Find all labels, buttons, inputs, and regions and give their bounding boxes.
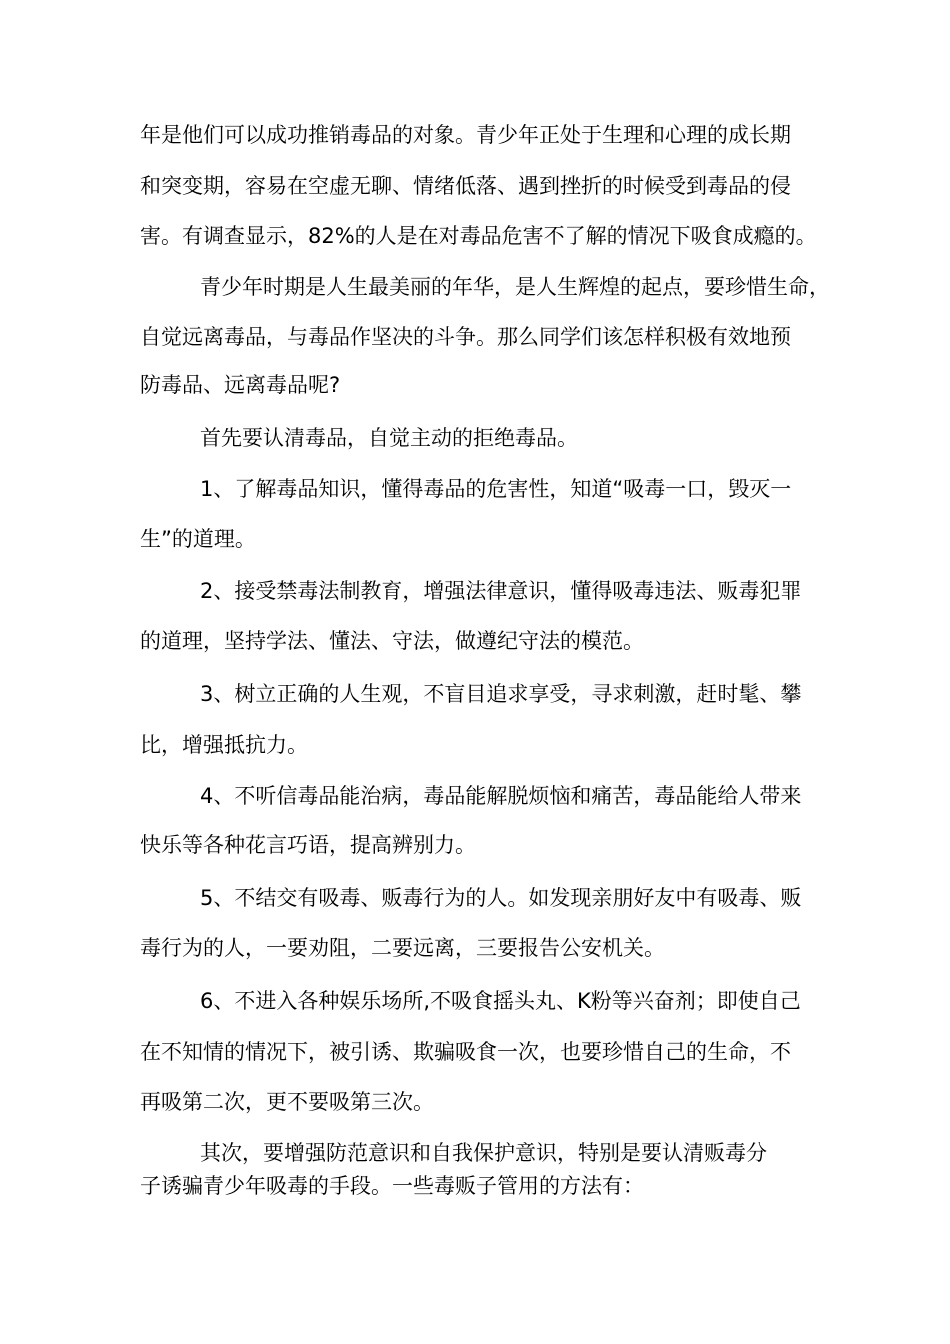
text-line: 和突变期，容易在空虚无聊、情绪低落、遇到挫折的时候受到毒品的侵: [140, 174, 791, 198]
text-line: 3、树立正确的人生观，不盲目追求享受，寻求刺激，赶时髦、攀: [200, 682, 802, 706]
text-line: 2、接受禁毒法制教育，增强法律意识，懂得吸毒违法、贩毒犯罪: [200, 579, 802, 603]
text-line: 的道理，坚持学法、懂法、守法，做遵纪守法的模范。: [140, 629, 644, 653]
text-line: 害。有调查显示，82%的人是在对毒品危害不了解的情况下吸食成瘾的。: [140, 224, 817, 248]
text-line: 青少年时期是人生最美丽的年华，是人生辉煌的起点，要珍惜生命，: [200, 275, 830, 299]
text-line: 毒行为的人，一要劝阻，二要远离，三要报告公安机关。: [140, 936, 665, 960]
text-line: 年是他们可以成功推销毒品的对象。青少年正处于生理和心理的成长期: [140, 123, 791, 147]
text-line: 4、不听信毒品能治病，毒品能解脱烦恼和痛苦，毒品能给人带来: [200, 784, 802, 808]
text-line: 6、不进入各种娱乐场所,不吸食摇头丸、K粉等兴奋剂；即使自己: [200, 989, 801, 1013]
text-line: 比，增强抵抗力。: [140, 733, 308, 757]
text-line: 再吸第二次，更不要吸第三次。: [140, 1090, 434, 1114]
text-line: 防毒品、远离毒品呢?: [140, 373, 341, 397]
text-line: 5、不结交有吸毒、贩毒行为的人。如发现亲朋好友中有吸毒、贩: [200, 886, 802, 910]
text-line: 1、了解毒品知识，懂得毒品的危害性，知道“吸毒一口，毁灭一: [200, 477, 792, 501]
text-line: 其次，要增强防范意识和自我保护意识，特别是要认清贩毒分: [200, 1141, 767, 1165]
text-line: 在不知情的情况下，被引诱、欺骗吸食一次，也要珍惜自己的生命，不: [140, 1040, 791, 1064]
text-line: 首先要认清毒品，自觉主动的拒绝毒品。: [200, 426, 578, 450]
text-line: 子诱骗青少年吸毒的手段。一些毒贩子管用的方法有：: [140, 1174, 644, 1198]
text-line: 自觉远离毒品，与毒品作坚决的斗争。那么同学们该怎样积极有效地预: [140, 325, 791, 349]
text-line: 生”的道理。: [140, 527, 256, 551]
text-line: 快乐等各种花言巧语，提高辨别力。: [140, 833, 476, 857]
